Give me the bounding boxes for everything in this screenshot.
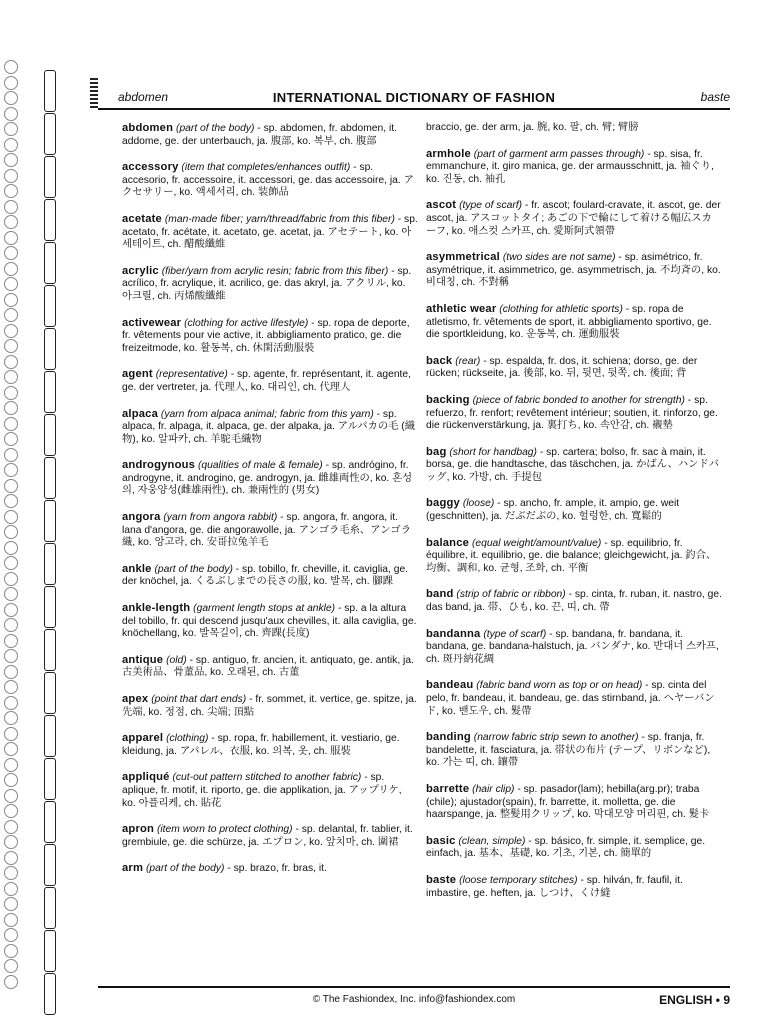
- dictionary-entry: [426, 783, 722, 822]
- definition: (strip of fabric or ribbon): [456, 589, 566, 601]
- binding-slot: [44, 457, 56, 499]
- binding-ring: [4, 448, 18, 462]
- definition: (cut-out pattern stitched to another fabric): [172, 772, 362, 784]
- dictionary-entry: [122, 563, 418, 589]
- dictionary-entry: [122, 654, 418, 680]
- headword: arm: [122, 862, 144, 875]
- definition: (loose): [462, 498, 495, 510]
- binding-ring: [4, 804, 18, 818]
- dictionary-entry: [426, 628, 722, 667]
- dictionary-entry: [426, 122, 722, 135]
- binding-ring: [4, 866, 18, 880]
- definition: (qualities of male & female): [197, 460, 323, 472]
- definition: (type of scarf): [459, 200, 523, 212]
- binding-ring: [4, 525, 18, 539]
- copyright-line: © The Fashiondex, Inc. info@fashiondex.com: [312, 994, 516, 1005]
- binding-ring: [4, 603, 18, 617]
- definition: (point that dart ends): [151, 694, 247, 705]
- definition: (fabric band worn as top or on head): [476, 680, 643, 692]
- binding-ring: [4, 417, 18, 431]
- binding-ring: [4, 386, 18, 400]
- dictionary-entry: [122, 122, 418, 148]
- binding-ring: [4, 758, 18, 772]
- translations: - sp. bandana, fr. bandana, it. bandana, ge. bandana-halstuch, ja. バンダナ, ko. 반대너 스카프, ch. 斑丹納花綢: [426, 628, 719, 665]
- translations: - sp. ancho, fr. ample, it. ampio, ge. weit (geschnitten), ja. だぶだぶの, ko. 헐렁한, ch. 寬鬆的: [426, 498, 680, 523]
- binding-ring: [4, 262, 18, 276]
- binding-ring: [4, 680, 18, 694]
- translations: - sp. accesorio, fr. accessoire, it. accessori, ge. das accessoire, ja. アクセサリー, ko. 액세서리, ch. 装飾品: [122, 162, 414, 199]
- binding-ring: [4, 231, 18, 245]
- binding-ring: [4, 401, 18, 415]
- definition: (short for handbag): [449, 446, 537, 458]
- translations: - sp. angora, fr. angora, it. lana d'angora, ge. die angorawolle, ja. アンゴラ毛糸、アンゴラ織, ko. 앙고라, ch. 安哥拉兔羊毛: [122, 512, 412, 549]
- headword: antique: [122, 653, 164, 666]
- dictionary-entry: [426, 874, 722, 900]
- dictionary-entry: [122, 602, 418, 641]
- binding-ring: [4, 339, 18, 353]
- headword: bag: [426, 445, 447, 458]
- definition: (clothing for athletic sports): [499, 303, 623, 315]
- guide-word-last: baste: [700, 90, 730, 104]
- binding-ring: [4, 107, 18, 121]
- translations: - fr. ascot; foulard-cravate, it. ascot, ge. der ascot, ja. アスコットタイ; あごの下で輪にして着ける幅広スカーフ, ko. 애스컷 스카프, ch. 愛斯阿式領帶: [426, 200, 721, 237]
- headword: accessory: [122, 161, 179, 174]
- binding-ring: [4, 324, 18, 338]
- dictionary-entry: [426, 355, 722, 381]
- translations: - sp. aplique, fr. motif, it. riporto, ge. die applikation, ja. アップリケ, ko. 아플리케, ch. 貼花: [122, 772, 402, 809]
- definition: (equal weight/amount/value): [471, 537, 602, 549]
- binding-ring: [4, 835, 18, 849]
- binding-ring: [4, 138, 18, 152]
- binding-ring: [4, 122, 18, 136]
- spiral-binding: [0, 60, 70, 1020]
- definition: (part of the body): [176, 123, 255, 134]
- translations: - sp. franja, fr. bandelette, it. fasciatura, ja. 帯状の布片 (テープ、リボンなど), ko. 가는 띠, ch. 鑲帶: [426, 732, 711, 769]
- binding-ring: [4, 587, 18, 601]
- dictionary-entry: [122, 732, 418, 758]
- binding-ring: [4, 727, 18, 741]
- binding-slot: [44, 586, 56, 628]
- translations: - sp. refuerzo, fr. renfort; revêtement intérieur; soutien, it. rinforzo, ge. die rückenverstärkung, ja. 裏打ち, ko. 속안감, ch. 襯墊: [426, 394, 718, 432]
- definition: (item that completes/enhances outfit): [181, 162, 351, 174]
- dictionary-entry: [426, 446, 722, 485]
- binding-ring: [4, 76, 18, 90]
- translations: braccio, ge. der arm, ja. 腕, ko. 팔, ch. 臂; 臂膀: [426, 122, 639, 133]
- dictionary-entry: [122, 511, 418, 550]
- dictionary-entry: [122, 265, 418, 304]
- headword: acrylic: [122, 264, 159, 277]
- translations: - sp. cartera; bolso, fr. sac à main, it. borsa, ge. die handtasche, das täschchen, ja. かばん、ハンドバッグ, ko. 가방, ch. 手提包: [426, 446, 719, 483]
- dictionary-entry: [122, 693, 418, 719]
- page-footer: [98, 986, 730, 1010]
- binding-ring: [4, 773, 18, 787]
- dictionary-entry: [122, 213, 418, 252]
- headword: barrette: [426, 782, 470, 795]
- binding-ring: [4, 246, 18, 260]
- translations: - sp. andrógino, fr. androgyne, it. androgino, ge. androgyn, ja. 雌雄両性の, ko. 혼성의, 자웅양성(雌雄兩性), ch. 兼兩性的 (男女): [122, 460, 413, 497]
- translations: - sp. brazo, fr. bras, it.: [224, 863, 327, 875]
- headword: asymmetrical: [426, 251, 500, 264]
- dictionary-entry: [122, 862, 418, 876]
- dictionary-entry: [426, 497, 722, 523]
- headword: armhole: [426, 147, 471, 160]
- binding-slot: [44, 414, 56, 456]
- binding-slot: [44, 715, 56, 757]
- headword: basic: [426, 834, 456, 847]
- binding-slot: [44, 371, 56, 413]
- binding-ring: [4, 618, 18, 632]
- guide-word-first: abdomen: [118, 90, 169, 104]
- translations: - sp. sisa, fr. emmanchure, it. giro manica, ge. der armausschnitt, ja. 袖ぐり, ko. 진동, ch. 袖孔: [426, 148, 714, 185]
- binding-ring: [4, 463, 18, 477]
- translations: - sp. cinta, fr. ruban, it. nastro, ge. das band, ja. 帯、ひも, ko. 끈, 띠, ch. 帶: [426, 589, 722, 614]
- binding-slot: [44, 156, 56, 198]
- dictionary-entry: [426, 394, 722, 433]
- binding-ring: [4, 541, 18, 555]
- binding-ring: [4, 649, 18, 663]
- headword: back: [426, 354, 453, 367]
- translations: - sp. básico, fr. simple, it. semplice, ge. einfach, ja. 基本、基礎, ko. 기초, 기본, ch. 簡單的: [426, 835, 706, 860]
- page-number: ENGLISH • 9: [659, 993, 730, 1007]
- binding-ring: [4, 944, 18, 958]
- definition: (loose temporary stitches): [459, 874, 578, 886]
- dictionary-entry: [122, 771, 418, 810]
- headword: abdomen: [122, 122, 174, 134]
- binding-ring: [4, 975, 18, 989]
- binding-ring: [4, 913, 18, 927]
- binding-ring: [4, 696, 18, 710]
- headword: angora: [122, 511, 161, 524]
- dictionary-entry: [122, 161, 418, 200]
- binding-slot: [44, 328, 56, 370]
- translations: - sp. antiguo, fr. ancien, it. antiquato, ge. antik, ja. 古美術品、骨董品, ko. 오래된, ch. 古董: [122, 654, 414, 679]
- binding-slot: [44, 801, 56, 843]
- dictionary-entry: [426, 148, 722, 187]
- left-column: [122, 122, 418, 889]
- definition: (old): [166, 654, 187, 666]
- dictionary-entry: [122, 317, 418, 356]
- translations: - sp. ropa de atletismo, fr. vêtements de sport, it. abbigliamento sportivo, ge. die sportkleidung, ko. 운동복, ch. 運動服裝: [426, 303, 712, 341]
- binding-slot: [44, 672, 56, 714]
- page-title: INTERNATIONAL DICTIONARY OF FASHION: [272, 90, 556, 105]
- translations: - fr. sommet, it. vertice, ge. spitze, ja. 先端, ko. 정점, ch. 尖端; 頂點: [122, 694, 417, 718]
- headword: androgynous: [122, 459, 196, 472]
- definition: (man-made fiber; yarn/thread/fabric from this fiber): [164, 213, 395, 225]
- binding-ring: [4, 432, 18, 446]
- page-header: [98, 86, 730, 110]
- definition: (part of the body): [154, 563, 233, 575]
- headword: athletic wear: [426, 302, 497, 315]
- translations: - sp. ropa de deporte, fr. vêtements pour vie active, it. abbigliamento pratico, ge. die freizeitmode, ko. 활동복, ch. 休閑活動服裝: [122, 317, 410, 354]
- headword: baggy: [426, 497, 460, 510]
- binding-slot: [44, 758, 56, 800]
- binding-slot: [44, 500, 56, 542]
- binding-ring: [4, 153, 18, 167]
- dictionary-entry: [426, 835, 722, 861]
- binding-ring: [4, 928, 18, 942]
- definition: (part of garment arm passes through): [473, 148, 645, 160]
- headword: balance: [426, 536, 470, 549]
- dictionary-entry: [122, 408, 418, 447]
- binding-slot: [44, 844, 56, 886]
- binding-ring: [4, 882, 18, 896]
- headword: ankle: [122, 562, 152, 575]
- headword: ascot: [426, 199, 457, 212]
- translations: - sp. asimétrico, fr. asymétrique, it. asimmetrico, ge. asymmetrisch, ja. 不均斉の, ko. 비대칭, ch. 不對稱: [426, 252, 721, 289]
- definition: (clean, simple): [458, 835, 526, 847]
- binding-slot: [44, 285, 56, 327]
- binding-ring: [4, 184, 18, 198]
- binding-slot: [44, 930, 56, 972]
- binding-ring: [4, 897, 18, 911]
- headword: apron: [122, 823, 155, 836]
- binding-ring: [4, 851, 18, 865]
- translations: - sp. acrílico, fr. acrylique, it. acrilico, ge. das akryl, ja. アクリル, ko. 아크릴, ch. 丙烯酸纖維: [122, 265, 412, 302]
- translations: - sp. hilván, fr. faufil, it. imbastire, ge. heften, ja. しつけ、くけ縫: [426, 874, 683, 899]
- binding-ring: [4, 494, 18, 508]
- definition: (rear): [455, 355, 481, 367]
- translations: - sp. delantal, fr. tablier, it. grembiule, ge. die schürze, ja. エプロン, ko. 앞치마, ch. 圍裙: [122, 824, 413, 848]
- binding-ring: [4, 370, 18, 384]
- headword: alpaca: [122, 407, 159, 420]
- binding-ring: [4, 556, 18, 570]
- binding-ring: [4, 789, 18, 803]
- headword: apparel: [122, 732, 164, 745]
- headword: activewear: [122, 316, 182, 329]
- definition: (hair clip): [472, 783, 515, 795]
- binding-slot: [44, 199, 56, 241]
- dictionary-entry: [426, 588, 722, 614]
- definition: (narrow fabric strip sewn to another): [473, 732, 639, 744]
- translations: - sp. cinta del pelo, fr. bandeau, it. bandeau, ge. das stirnband, ja. ヘヤーバンド, ko. 밴도우, ch. 髮帶: [426, 680, 715, 717]
- translations: - sp. espalda, fr. dos, it. schiena; dorso, ge. der rücken; rückseite, ja. 後部, ko. 뒤, 뒷면, 뒷쪽, ch. 後面; 背: [426, 355, 698, 380]
- binding-slot: [44, 70, 56, 112]
- translations: - sp. abdomen, fr. abdomen, it. addome, ge. der unterbauch, ja. 腹部, ko. 복부, ch. 腹部: [122, 123, 397, 147]
- translations: - sp. alpaca, fr. alpaga, it. alpaca, ge. der alpaka, ja. アルパカの毛 (織物), ko. 알파카, ch. 羊駝毛織物: [122, 408, 416, 445]
- headword: baste: [426, 873, 457, 886]
- definition: (garment length stops at ankle): [193, 603, 336, 615]
- translations: - sp. tobillo, fr. cheville, it. caviglia, ge. der knöchel, ja. くるぶしまでの長さの服, ko. 발목, ch. 腳踝: [122, 563, 409, 588]
- dictionary-entry: [122, 368, 418, 394]
- spine-decoration: [90, 78, 98, 108]
- definition: (two sides are not same): [502, 252, 616, 264]
- definition: (yarn from angora rabbit): [163, 512, 278, 524]
- dictionary-entry: [426, 251, 722, 290]
- headword: appliqué: [122, 771, 170, 784]
- dictionary-entry: [426, 679, 722, 718]
- binding-ring: [4, 308, 18, 322]
- dictionary-page: [98, 86, 730, 1007]
- dictionary-entry: [426, 731, 722, 770]
- binding-ring: [4, 479, 18, 493]
- translations: - sp. agente, fr. représentant, it. agente, ge. der vertreter, ja. 代理人, ko. 대리인, ch. 代理人: [122, 369, 411, 393]
- definition: (clothing): [166, 733, 209, 745]
- definition: (type of scarf): [483, 628, 547, 640]
- binding-ring: [4, 510, 18, 524]
- binding-ring: [4, 293, 18, 307]
- headword: bandeau: [426, 679, 474, 692]
- dictionary-entry: [122, 823, 418, 849]
- binding-ring: [4, 665, 18, 679]
- headword: band: [426, 588, 454, 601]
- binding-ring: [4, 355, 18, 369]
- definition: (representative): [155, 369, 228, 381]
- binding-ring: [4, 200, 18, 214]
- binding-ring: [4, 572, 18, 586]
- headword: apex: [122, 693, 149, 705]
- headword: agent: [122, 368, 153, 381]
- dictionary-entry: [426, 303, 722, 342]
- dictionary-entry: [122, 459, 418, 498]
- binding-slot: [44, 242, 56, 284]
- right-column: [426, 122, 722, 913]
- binding-slot: [44, 113, 56, 155]
- headword: bandanna: [426, 627, 481, 640]
- binding-ring: [4, 711, 18, 725]
- binding-slot: [44, 887, 56, 929]
- binding-ring: [4, 215, 18, 229]
- binding-ring: [4, 820, 18, 834]
- binding-slot: [44, 973, 56, 1015]
- definition: (part of the body): [146, 863, 225, 875]
- binding-slot: [44, 543, 56, 585]
- binding-ring: [4, 169, 18, 183]
- binding-ring: [4, 91, 18, 105]
- headword: acetate: [122, 212, 162, 225]
- binding-slot: [44, 629, 56, 671]
- headword: banding: [426, 731, 471, 744]
- definition: (item worn to protect clothing): [156, 824, 293, 836]
- headword: ankle-length: [122, 602, 191, 615]
- binding-ring: [4, 277, 18, 291]
- binding-ring: [4, 634, 18, 648]
- binding-ring: [4, 60, 18, 74]
- binding-ring: [4, 959, 18, 973]
- binding-ring: [4, 742, 18, 756]
- dictionary-entry: [426, 199, 722, 238]
- headword: backing: [426, 393, 470, 406]
- definition: (yarn from alpaca animal; fabric from this yarn): [160, 408, 374, 420]
- translations: - sp. equilibrio, fr. équilibre, it. equilibrio, ge. die balance; gleichgewicht, ja. 釣合、均衡、調和, ko. 균형, 조화, ch. 平衡: [426, 537, 717, 574]
- translations: - sp. pasador(lam); hebilla(arg.pr); traba (chile); ajustador(spain), fr. barrette, it. molletta, ge. die haarspange, ja. 整髪用クリップ, ko. 막대모양 머리핀, ch. 髮卡: [426, 783, 710, 821]
- definition: (clothing for active lifestyle): [184, 317, 309, 329]
- translations: - sp. acetato, fr. acétate, it. acetato, ge. acetat, ja. アセテート, ko. 아세테이트, ch. 醋酸纖維: [122, 213, 418, 251]
- translations: - sp. ropa, fr. habillement, it. vestiario, ge. kleidung, ja. アパレル、衣服, ko. 의복, 옷, ch. 服裝: [122, 733, 400, 757]
- definition: (piece of fabric bonded to another for strength): [472, 394, 685, 406]
- definition: (fiber/yarn from acrylic resin; fabric from this fiber): [161, 265, 389, 277]
- dictionary-entry: [426, 537, 722, 576]
- translations: - sp. a la altura del tobillo, fr. qui descend jusqu'aux chevilles, it. alla caviglia, ge. knöchellang, ko. 발목길이, ch. 齊踝(長度): [122, 603, 417, 640]
